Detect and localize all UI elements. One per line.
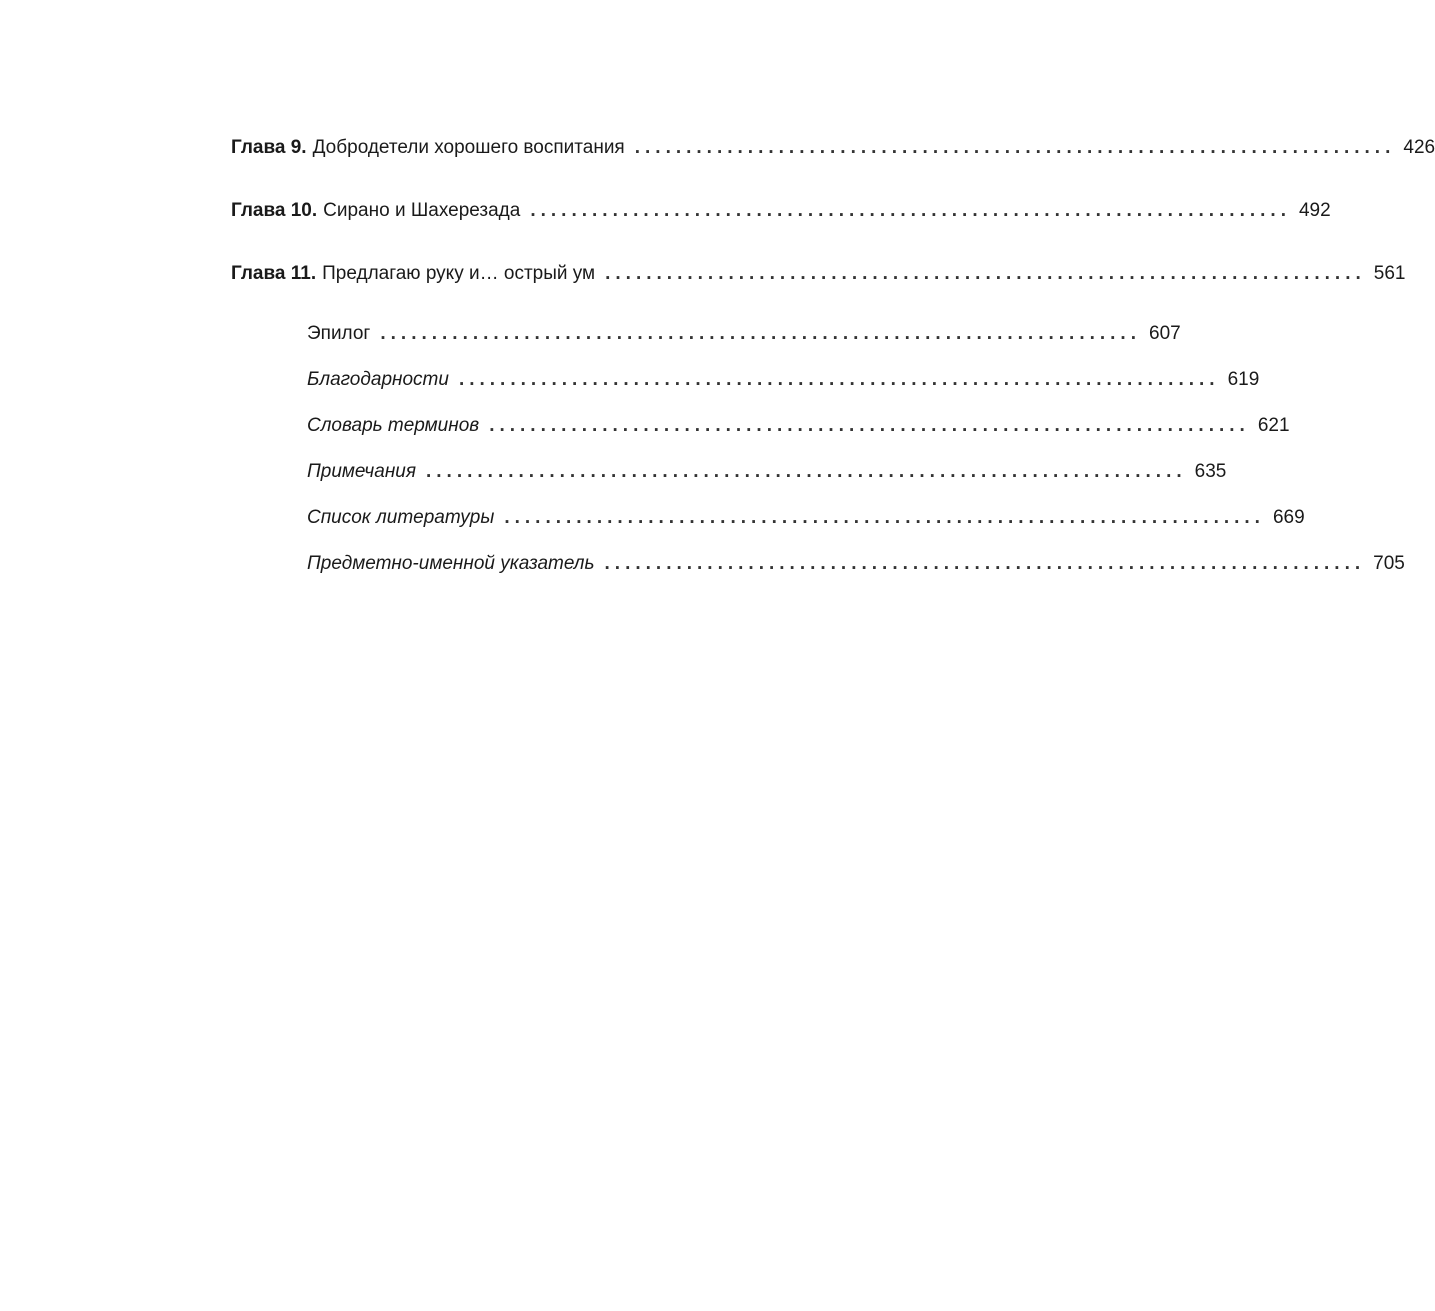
dot-leader: .......................................................................... bbox=[380, 323, 1141, 344]
toc-entry-acknowledgements[interactable] bbox=[307, 368, 1260, 392]
dot-leader: .......................................................................... bbox=[489, 415, 1250, 436]
page-number: 607 bbox=[1149, 323, 1181, 344]
chapter-title: Предлагаю руку и… острый ум bbox=[322, 263, 596, 284]
chapter-title: Сирано и Шахерезада bbox=[323, 200, 521, 221]
dot-leader: .......................................................................... bbox=[458, 369, 1220, 390]
dot-leader: .......................................................................... bbox=[504, 507, 1265, 528]
chapter-label: Глава 11. bbox=[231, 263, 317, 284]
dot-leader: .......................................................................... bbox=[604, 553, 1366, 574]
toc-entry-epilogue[interactable] bbox=[307, 322, 1181, 346]
dot-leader: .......................................................................... bbox=[530, 200, 1291, 221]
page-number: 669 bbox=[1272, 507, 1305, 528]
toc-entry-bibliography[interactable] bbox=[307, 506, 1305, 530]
page-number: 621 bbox=[1257, 415, 1290, 436]
chapter-label: Глава 9. bbox=[231, 137, 307, 158]
appendix-title: Эпилог bbox=[307, 323, 371, 344]
page-number: 426 bbox=[1403, 137, 1435, 158]
toc-entry-chapter-11[interactable] bbox=[231, 262, 1406, 286]
toc-entry-notes[interactable] bbox=[307, 460, 1227, 484]
dot-leader: .......................................................................... bbox=[426, 461, 1187, 482]
toc-entry-chapter-9[interactable] bbox=[231, 136, 1435, 160]
dot-leader: .......................................................................... bbox=[605, 263, 1366, 284]
page-number: 635 bbox=[1194, 461, 1227, 482]
toc-entry-glossary[interactable] bbox=[307, 414, 1290, 438]
appendix-title: Предметно-именной указатель bbox=[307, 553, 595, 574]
toc-entry-index[interactable] bbox=[307, 552, 1405, 576]
appendix-title: Список литературы bbox=[307, 507, 495, 528]
chapter-label: Глава 10. bbox=[231, 200, 318, 221]
appendix-title: Примечания bbox=[307, 461, 416, 482]
toc-entry-chapter-10[interactable] bbox=[231, 199, 1331, 223]
appendix-title: Благодарности bbox=[307, 369, 449, 390]
appendix-title: Словарь терминов bbox=[307, 415, 480, 436]
page-number: 619 bbox=[1227, 369, 1260, 390]
page-number: 561 bbox=[1373, 263, 1406, 284]
page-number: 492 bbox=[1298, 200, 1331, 221]
chapter-title: Добродетели хорошего воспитания bbox=[312, 137, 625, 158]
dot-leader: .......................................................................... bbox=[634, 137, 1396, 158]
page-number: 705 bbox=[1373, 553, 1405, 574]
